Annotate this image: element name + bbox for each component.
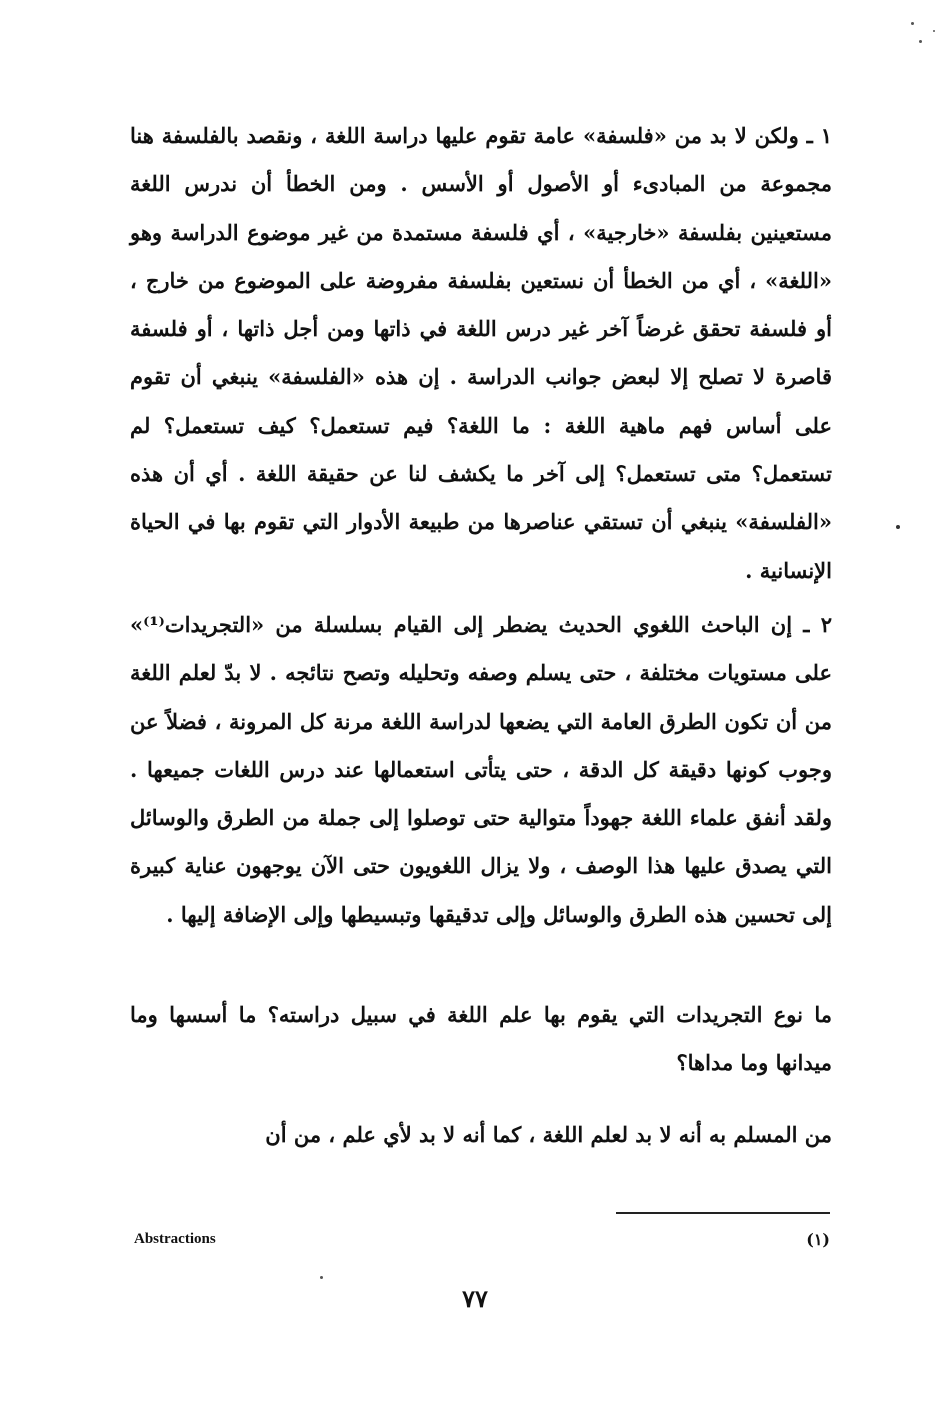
- scan-speck: [933, 30, 935, 32]
- paragraph-text: من المسلم به أنه لا بد لعلم اللغة ، كما أنه لا بد لأي علم ، من أن: [265, 1122, 832, 1147]
- footnote-number: (١): [806, 1230, 830, 1249]
- paragraph-text: ١ ـ ولكن لا بد من «فلسفة» عامة تقوم عليها دراسة اللغة ، ونقصد بالفلسفة هنا مجموعة من المبادىء أو الأصول أو الأسس . ومن الخطأ أن ندرس اللغة مستعينين بفلسفة «خارجية» ، أي فلسفة مستمدة من غير موضوع الدراسة وهو «اللغة» ، أي من الخطأ أن نستعين بفلسفة مفروضة على الموضوع من خارج ، أو فلسفة تحقق غرضاً آخر غير درس اللغة في ذاتها ومن أجل ذاتها ، أو فلسفة قاصرة لا تصلح إلا لبعض جوانب الدراسة . إن هذه «الفلسفة» ينبغي أن تقوم على أساس فهم ماهية اللغة : ما اللغة؟ فيم تستعمل؟ كيف تستعمل؟ لم تستعمل؟ متى تستعمل؟ إلى آخر ما يكشف لنا عن حقيقة اللغة . أي أن هذه «الفلسفة» ينبغي أن تستقي عناصرها من طبيعة الأدوار التي تقوم بها في الحياة الإنسانية .: [130, 123, 832, 583]
- paragraph-text: ما نوع التجريدات التي يقوم بها علم اللغة في سبيل دراسته؟ ما أسسها وما ميدانها وما مداها؟: [130, 1002, 832, 1076]
- paragraph-2: [130, 601, 832, 939]
- scan-speck: [911, 22, 914, 25]
- paragraph-text: ٢ ـ إن الباحث اللغوي الحديث يضطر إلى القيام بسلسلة من «التجريدات⁽¹⁾» على مستويات مختلفة ، حتى يسلم وصفه وتحليله وتصح نتائجه . لا بدّ لعلم اللغة من أن تكون الطرق العامة التي يضعها لدراسة اللغة مرنة كل المرونة ، فضلاً عن وجوب كونها دقيقة كل الدقة ، حتى يتأتى استعمالها عند درس اللغات جميعها . ولقد أنفق علماء اللغة جهوداً متوالية حتى توصلوا إلى جملة من الطرق والوسائل التي يصدق عليها هذا الوصف ، ولا يزال اللغويون حتى الآن يوجهون عناية كبيرة إلى تحسين هذه الطرق والوسائل وإلى تدقيقها وتبسيطها وإلى الإضافة إليها .: [130, 612, 832, 927]
- paragraph-3: [130, 991, 832, 1088]
- scan-speck: [919, 40, 922, 43]
- page-number: ٧٧: [462, 1284, 488, 1313]
- paragraph-4: [130, 1111, 832, 1159]
- footnote-text: Abstractions: [134, 1231, 216, 1247]
- scan-speck: [320, 1276, 323, 1279]
- scan-speck: [896, 525, 900, 529]
- paragraph-1: [130, 112, 832, 595]
- footnote-divider: [616, 1212, 830, 1214]
